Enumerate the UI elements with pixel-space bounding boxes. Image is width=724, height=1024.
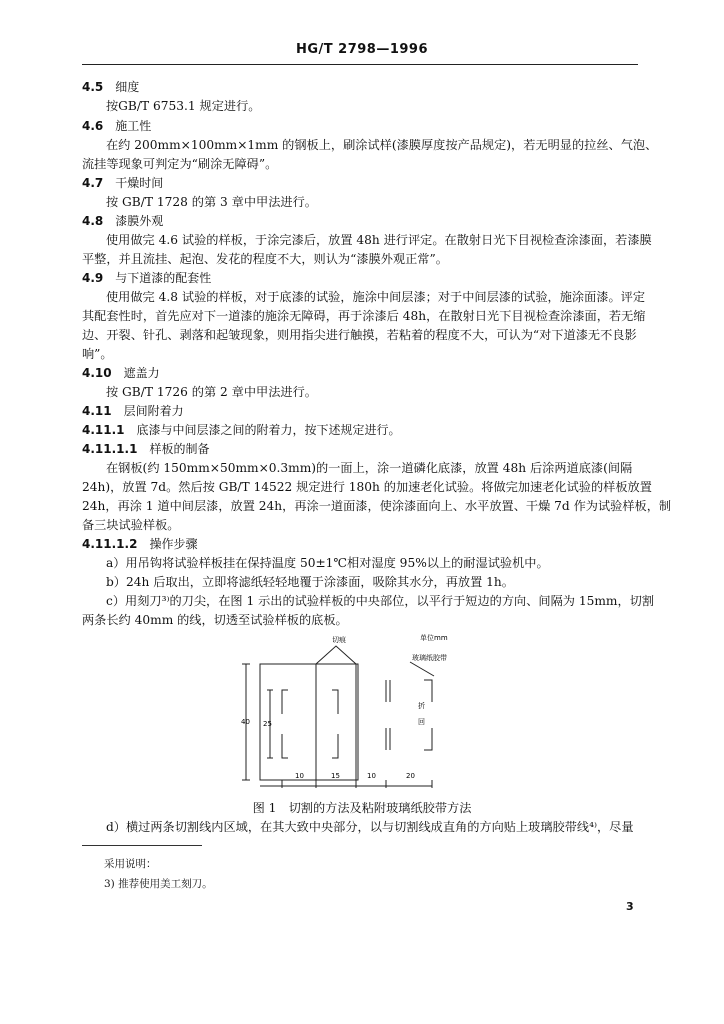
section-number: 4.10: [82, 366, 112, 380]
cut-mark-left: [282, 690, 288, 758]
section-title: 遮盖力: [123, 366, 160, 380]
tape-strip: [316, 664, 356, 780]
paragraph-line: 其配套性时，首先应对下一道漆的施涂无障碍，再于涂漆后 48h，在散射日光下目视检查涂漆面，若无缩: [82, 309, 646, 323]
test-plate-outline: [260, 664, 358, 780]
fold-bracket: [424, 680, 432, 750]
label-tape: 玻璃纸胶带: [412, 654, 447, 662]
standard-number: HG/T 2798—1996: [295, 42, 429, 57]
section-4-10-body: 按 GB/T 1726 的第 2 章中甲法进行。: [106, 385, 317, 399]
section-number: 4.8: [82, 214, 104, 228]
section-title: 操作步骤: [149, 537, 198, 551]
section-4-11-1-1-heading: [82, 442, 209, 456]
section-4-8-heading: [82, 214, 163, 228]
paragraph-line: 平整，并且流挂、起泡、发花的程度不大，则认为“漆膜外观正常”。: [82, 252, 448, 266]
page-number: 3: [626, 900, 634, 913]
footnote-rule: [82, 845, 202, 846]
step-b: b）24h 后取出，立即将滤纸轻轻地覆于涂漆面，吸除其水分，再放置 1h。: [106, 575, 514, 589]
paragraph-line: 24h，再涂 1 道中间层漆，放置 24h，再涂一道面漆，使涂漆面向上、水平放置、干燥 7d 作为试验样板，制: [82, 499, 672, 513]
section-4-7-body: 按 GB/T 1728 的第 3 章中甲法进行。: [106, 195, 317, 209]
step-a: a）用吊钩将试验样板挂在保持温度 50±1℃相对湿度 95%以上的耐湿试验机中。: [106, 556, 549, 570]
paragraph-line: 边、开裂、针孔、剥落和起皱现象，则用指尖进行触摸，若粘着的程度不大，可认为“对下道漆无不良影: [82, 328, 637, 342]
figure-1-diagram: [240, 632, 480, 792]
paragraph-line: 备三块试验样板。: [82, 518, 180, 532]
paragraph-line: 使用做完 4.6 试验的样板，于涂完漆后，放置 48h 进行评定。在散射日光下目视检查涂漆面，若漆膜: [106, 233, 652, 247]
dim-label-15: 15: [331, 772, 340, 780]
figure-caption: 图 1 切割的方法及粘附玻璃纸胶带方法: [252, 801, 472, 815]
label-fold-2: 回: [418, 718, 425, 726]
section-4-5-body: 按GB/T 6753.1 规定进行。: [106, 99, 261, 113]
section-title: 施工性: [115, 119, 152, 133]
section-4-6-heading: [82, 119, 151, 133]
header-rule: [82, 64, 638, 65]
tape-leader: [410, 662, 434, 676]
footnote-title: 采用说明：: [104, 858, 157, 870]
section-4-9-heading: [82, 271, 211, 285]
dim-label-25: 25: [263, 720, 272, 728]
section-4-11-heading: [82, 404, 184, 418]
cut-mark-right: [332, 690, 338, 758]
label-cut: 切痕: [332, 636, 346, 644]
footnote-note: 3) 推荐使用美工刻刀。: [104, 878, 213, 890]
dim-label-10a: 10: [295, 772, 304, 780]
section-4-11-1-2-heading: [82, 537, 197, 551]
paragraph-line: 24h)，放置 7d。然后按 GB/T 14522 规定进行 180h 的加速老化试验。将做完加速老化试验的样板放置: [82, 480, 652, 494]
section-title: 层间附着力: [123, 404, 184, 418]
tape-tab: [316, 646, 356, 664]
label-fold-1: 折: [418, 702, 425, 710]
paragraph-line: 流挂等现象可判定为“刷涂无障碍”。: [82, 157, 278, 171]
step-d: d）横过两条切割线内区域，在其大致中央部分，以与切割线成直角的方向贴上玻璃胶带线⁴⁾，尽量: [106, 820, 634, 834]
section-number: 4.11.1: [82, 423, 125, 437]
section-number: 4.11.1.2: [82, 537, 138, 551]
step-c-line: 两条长约 40mm 的线，切透至试验样板的底板。: [82, 613, 348, 627]
dim-label-10b: 10: [367, 772, 376, 780]
section-number: 4.6: [82, 119, 104, 133]
paragraph-line: 在约 200mm×100mm×1mm 的钢板上，刷涂试样(漆膜厚度按产品规定)，若无明显的拉丝、气泡、: [106, 138, 658, 152]
section-number: 4.11: [82, 404, 112, 418]
section-4-5-heading: [82, 80, 139, 94]
section-number: 4.5: [82, 80, 104, 94]
dim-ticks: [282, 780, 432, 788]
section-number: 4.9: [82, 271, 104, 285]
section-title: 细度: [115, 80, 140, 94]
section-4-7-heading: [82, 176, 163, 190]
paragraph-line: 使用做完 4.8 试验的样板，对于底漆的试验，施涂中间层漆；对于中间层漆的试验，施涂面漆。评定: [106, 290, 646, 304]
dim-label-20: 20: [406, 772, 415, 780]
section-4-11-1-heading: [82, 423, 401, 437]
label-unit: 单位mm: [420, 634, 448, 642]
section-number: 4.7: [82, 176, 104, 190]
paragraph-line: 在钢板(约 150mm×50mm×0.3mm)的一面上，涂一道磷化底漆，放置 48h 后涂两道底漆(间隔: [106, 461, 633, 475]
section-title: 与下道漆的配套性: [115, 271, 212, 285]
section-title: 样板的制备: [149, 442, 210, 456]
section-title: 底漆与中间层漆之间的附着力，按下述规定进行。: [136, 423, 401, 437]
section-title: 漆膜外观: [115, 214, 164, 228]
section-title: 干燥时间: [115, 176, 164, 190]
section-4-10-heading: [82, 366, 160, 380]
section-number: 4.11.1.1: [82, 442, 138, 456]
dim-label-40: 40: [241, 718, 250, 726]
step-c-line: c）用刻刀³⁾的刀尖，在图 1 示出的试验样板的中央部位，以平行于短边的方向、间隔为 15mm，切割: [106, 594, 655, 608]
paragraph-line: 响”。: [82, 347, 113, 361]
